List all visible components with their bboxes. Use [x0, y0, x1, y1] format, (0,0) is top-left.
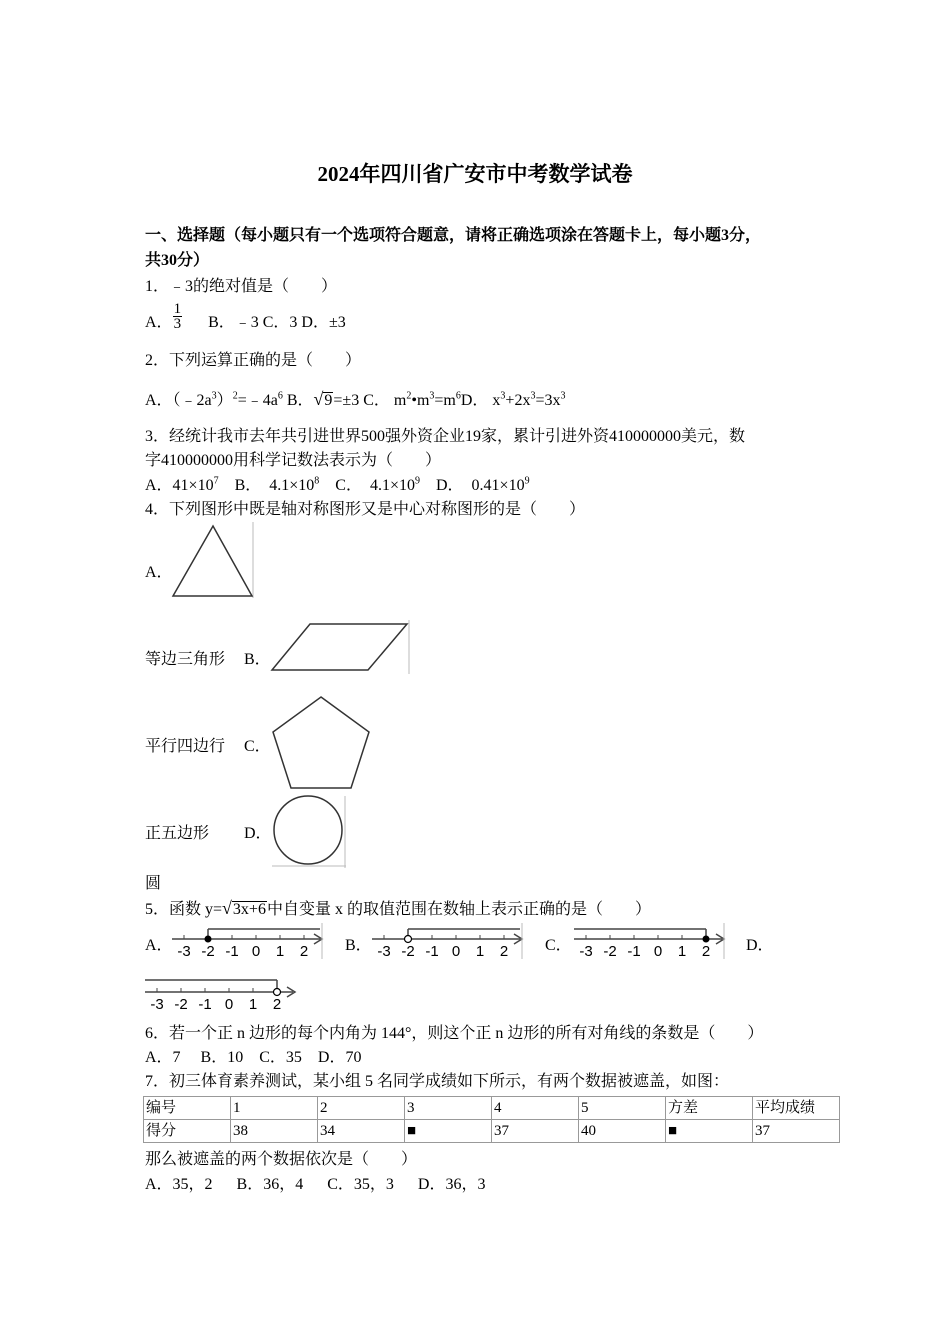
- table-row: [144, 1097, 840, 1120]
- table-cell: 得分: [144, 1120, 231, 1143]
- table-cell: 37: [753, 1120, 840, 1143]
- table-cell: 1: [231, 1097, 318, 1120]
- tick-label: 0: [251, 943, 261, 960]
- table-cell: 4: [492, 1097, 579, 1120]
- q5-d-label: D．: [746, 937, 774, 954]
- q4-a-label: A．: [145, 564, 173, 581]
- tick-label: 1: [275, 943, 285, 960]
- q7-stem: 7．初三体育素养测试，某小组 5 名同学成绩如下所示，有两个数据被遮盖，如图：: [145, 1073, 730, 1090]
- q1-other-options: B．﹣3 C．3 D．±3: [208, 314, 346, 331]
- q3-option-d: D． 0.41×10: [420, 477, 525, 494]
- q1-a-label: A．: [145, 314, 173, 331]
- q5-a-label: A．: [145, 937, 173, 954]
- q4-b-label: B．: [244, 651, 271, 668]
- parallelogram-figure: [270, 620, 410, 674]
- q4-d-name: 圆: [145, 875, 162, 892]
- q4-d-label: D．: [244, 825, 272, 842]
- tick-label: -2: [174, 996, 188, 1013]
- q2-c-text: •m: [411, 392, 430, 409]
- tick-label: 2: [299, 943, 309, 960]
- table-row: [144, 1120, 840, 1143]
- number-line-d: [143, 976, 299, 1012]
- number-line-c: [572, 923, 728, 959]
- pentagon-figure: [270, 694, 374, 792]
- q2-a-exp2: 2: [232, 390, 238, 402]
- table-cell: 2: [318, 1097, 405, 1120]
- tick-label: -1: [225, 943, 239, 960]
- sqrt-sign-icon: √: [313, 389, 324, 409]
- q4-a-name: 等边三角形: [145, 651, 226, 668]
- tick-label: 1: [475, 943, 485, 960]
- tick-label: 2: [272, 996, 282, 1013]
- q2-options: [145, 389, 565, 411]
- tick-label: 1: [248, 996, 258, 1013]
- table-cell: 34: [318, 1120, 405, 1143]
- q3-option-b: B． 4.1×10: [218, 477, 315, 494]
- q2-d-exp3: 3: [560, 390, 566, 402]
- q4-stem: 4．下列图形中既是轴对称图形又是中心对称图形的是（ ）: [145, 501, 586, 518]
- tick-label: -3: [579, 943, 593, 960]
- q5-b-label: B．: [345, 937, 372, 954]
- open-dot: [274, 989, 281, 996]
- q7-options: A．35，2 B．36，4 C．35，3 D．36，3: [145, 1176, 486, 1193]
- tick-label: 0: [451, 943, 461, 960]
- open-dot: [405, 936, 412, 943]
- q3-line1: 3．经统计我市去年共引进世界500强外资企业19家，累计引进外资410000000美元，数: [145, 428, 746, 445]
- q4-c-name: 正五边形: [145, 825, 210, 842]
- q3-a-exp: 7: [213, 475, 219, 487]
- q6-options: A．7 B．10 C．35 D．70: [145, 1049, 362, 1066]
- table-cell: 方差: [666, 1097, 753, 1120]
- q2-b-label: B．: [282, 392, 314, 409]
- page-title: 2024年四川省广安市中考数学试卷: [317, 162, 633, 186]
- tick-label: -1: [425, 943, 439, 960]
- circle-figure: [272, 796, 348, 868]
- table-cell: 平均成绩: [753, 1097, 840, 1120]
- tick-label: -3: [150, 996, 164, 1013]
- tick-label: -2: [603, 943, 617, 960]
- table-cell: 38: [231, 1120, 318, 1143]
- q1-options: [145, 300, 346, 333]
- triangle-figure: [170, 522, 256, 598]
- q2-d-text2: =3x: [535, 392, 561, 409]
- q6-stem: 6．若一个正 n 边形的每个内角为 144°，则这个正 n 边形的所有对角线的条数是（ ）: [145, 1025, 764, 1042]
- q5-stem: [145, 898, 651, 920]
- q2-d-text: +2x: [505, 392, 531, 409]
- tick-label: -3: [377, 943, 391, 960]
- section-heading-line2: 共30分）: [145, 252, 210, 269]
- q2-d-exp2: 3: [530, 390, 536, 402]
- tick-label: 1: [677, 943, 687, 960]
- q5-stem-pre: 5．函数 y=: [145, 901, 223, 918]
- q4-b-name: 平行四边行: [145, 738, 226, 755]
- q5-radicand: 3x+6: [232, 901, 266, 918]
- table-cell: 5: [579, 1097, 666, 1120]
- q2-stem: 2．下列运算正确的是（ ）: [145, 352, 362, 369]
- table-cell: 40: [579, 1120, 666, 1143]
- tick-label: -3: [177, 943, 191, 960]
- sqrt-sign-icon: √: [222, 898, 232, 918]
- table-cell: ■: [405, 1120, 492, 1143]
- q3-option-a: A．41×10: [145, 477, 214, 494]
- q5-stem-post: 中自变量 x 的取值范围在数轴上表示正确的是（ ）: [266, 901, 651, 918]
- table-cell: 编号: [144, 1097, 231, 1120]
- section-heading-line1: 一、选择题（每小题只有一个选项符合题意，请将正确选项涂在答题卡上，每小题3分，: [145, 227, 762, 244]
- q2-a-exp3: 6: [277, 390, 283, 402]
- q1-a-denominator: 3: [173, 315, 182, 332]
- q2-a-text2: ）: [216, 392, 233, 409]
- q3-d-exp: 9: [524, 475, 530, 487]
- q3-b-exp: 8: [314, 475, 320, 487]
- q4-c-label: C．: [244, 738, 271, 755]
- q3-options: [145, 476, 530, 496]
- table-cell: 37: [492, 1120, 579, 1143]
- tick-label: -1: [198, 996, 212, 1013]
- number-line-b: [370, 923, 526, 959]
- q2-d-label: D． x: [460, 392, 501, 409]
- q2-c-text2: =m: [434, 392, 456, 409]
- q2-d-exp1: 3: [500, 390, 506, 402]
- tick-label: 2: [499, 943, 509, 960]
- tick-label: 0: [653, 943, 663, 960]
- q2-a-text: A．（﹣2a: [145, 392, 212, 409]
- q1-stem: 1．﹣3的绝对值是（ ）: [145, 278, 338, 295]
- q1-a-fraction: [173, 302, 183, 331]
- tick-label: 0: [224, 996, 234, 1013]
- q3-option-c: C． 4.1×10: [319, 477, 415, 494]
- tick-label: -2: [401, 943, 415, 960]
- tick-label: -1: [627, 943, 641, 960]
- q2-c-exp2: 3: [429, 390, 435, 402]
- score-table: [143, 1096, 840, 1143]
- tick-label: 2: [701, 943, 711, 960]
- q7-after: 那么被遮盖的两个数据依次是（ ）: [145, 1151, 418, 1168]
- q3-line2: 字410000000用科学记数法表示为（ ）: [145, 452, 442, 469]
- table-cell: ■: [666, 1120, 753, 1143]
- q2-a-exp1: 3: [211, 390, 217, 402]
- closed-dot: [205, 936, 212, 943]
- q2-c-exp1: 2: [406, 390, 412, 402]
- number-line-a: [170, 923, 326, 959]
- q2-b-text: =±3 C． m: [333, 392, 407, 409]
- q1-a-numerator: 1: [173, 300, 182, 317]
- q2-c-exp3: 6: [455, 390, 461, 402]
- tick-label: -2: [201, 943, 215, 960]
- q2-a-text3: =﹣4a: [237, 392, 278, 409]
- q5-c-label: C．: [545, 937, 572, 954]
- q3-c-exp: 9: [415, 475, 420, 487]
- closed-dot: [703, 936, 710, 943]
- table-cell: 3: [405, 1097, 492, 1120]
- q2-b-radicand: 9: [324, 392, 333, 409]
